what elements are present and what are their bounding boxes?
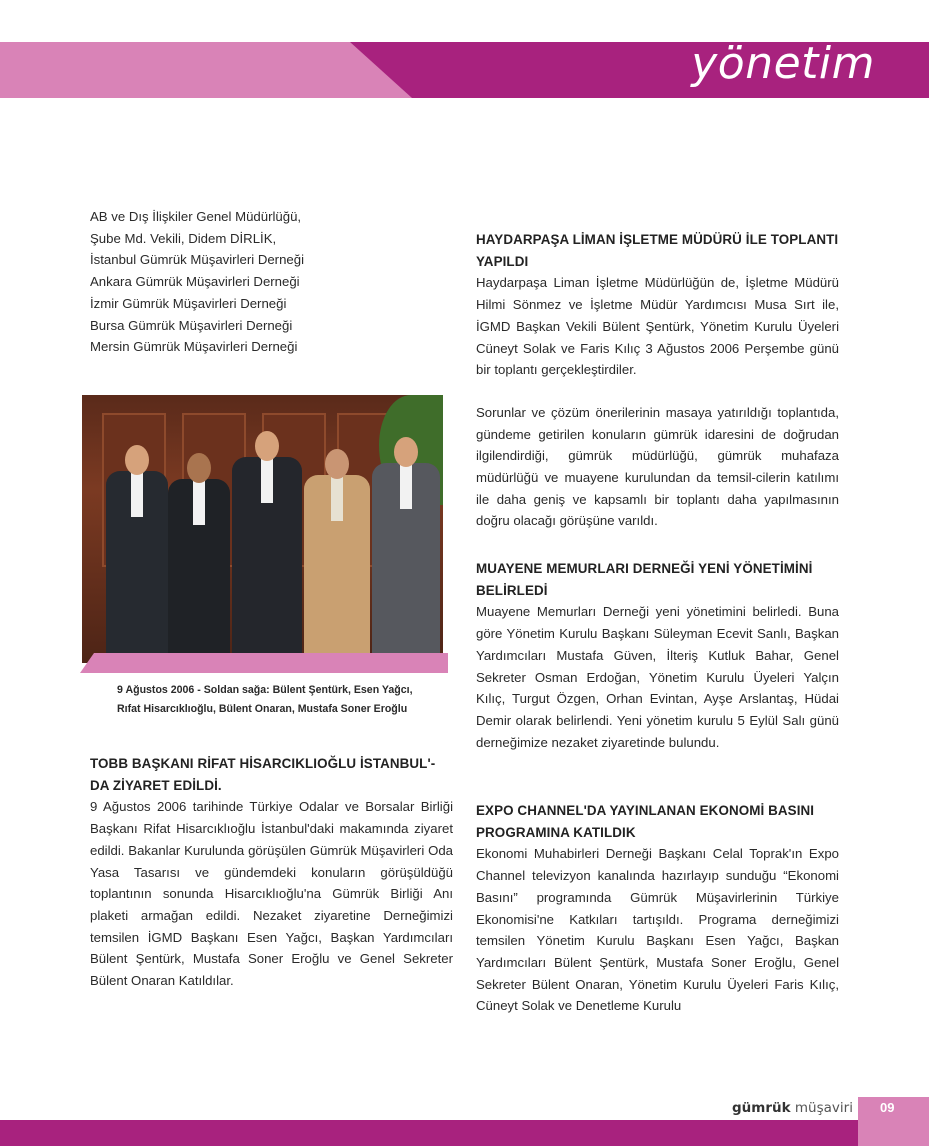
intro-line: İzmir Gümrük Müşavirleri Derneği — [90, 295, 287, 311]
footer-brand — [732, 1100, 853, 1116]
person — [372, 437, 440, 663]
person — [168, 453, 230, 663]
article-heading: EXPO CHANNEL'DA YAYINLANAN EKONOMİ BASINI PROGRAMINA KATILDIK — [476, 803, 815, 840]
person — [304, 449, 370, 663]
footer-band — [0, 1120, 929, 1146]
article-body: Muayene Memurları Derneği yeni yönetimini belirledi. Buna göre Yönetim Kurulu Başkanı Süleyman Ecevit Sanlı, Başkan Yardımcıları Mustafa Güven, İlteriş Kutluk Bahar, Genel Sekreter Osman Erdoğan, Yönetim Kurulu Üyeleri Yalçın Kılıç, Turgut Özgen, Orhan Evintan, Ayşe Arslantaş, Hüdai Demir olarak belirlendi. Yeni yönetim kurulu 5 Eylül Salı günü derneğimize nezaket ziyaretinde bulundu. — [476, 604, 839, 750]
article-body: 9 Ağustos 2006 tarihinde Türkiye Odalar ve Borsalar Birliği Başkanı Rifat Hisarcıklıoğlu İstanbul'daki makamında ziyaret edildi. Bakanlar Kurulunda görüşülen Gümrük Müşavirleri Oda Yasa Tasarısı ve gündemdeki konuların görüşüldüğü toplantının sonunda Hisarcıklıoğlu'na Gümrük Birliği Anı plaketi armağan edildi. Nezaket ziyaretine Derneğimizi temsilen İGMD Başkanı Esen Yağcı, Başkan Yardımcıları Bülent Şentürk, Mustafa Soner Eroğlu ve Genel Sekreter Bülent Onaran Katıldılar. — [90, 799, 453, 989]
caption-line: 9 Ağustos 2006 - Soldan sağa: Bülent Şentürk, Esen Yağcı, — [117, 684, 413, 696]
article-muayene — [476, 558, 839, 753]
article-body: Sorunlar ve çözüm önerilerinin masaya yatırıldığı toplantıda, gündeme getirilen konuların gümrük idaresini de doğrudan ilgilendirdiği, gümrük müdürlüğü, gümrük muhafaza müdürlüğü ve muayene kurulundan da temsil-cilerin katılımı ile daha geniş ve kapsamlı bir toplantı daha yapılmasının doğru olacağı görüşüne varıldı. — [476, 404, 839, 529]
intro-line: Şube Md. Vekili, Didem DİRLİK, — [90, 230, 277, 246]
photo-accent-bar — [80, 653, 448, 673]
article-haydarpasa — [476, 229, 839, 532]
article-heading: HAYDARPAŞA LİMAN İŞLETME MÜDÜRÜ İLE TOPLANTI YAPILDI — [476, 232, 839, 269]
brand-rest: müşaviri — [794, 1100, 853, 1116]
photo-caption — [117, 681, 427, 718]
article-expo — [476, 800, 839, 1017]
brand-bold: gümrük — [732, 1100, 791, 1116]
person — [106, 445, 168, 663]
article-heading: TOBB BAŞKANI RİFAT HİSARCIKLIOĞLU İSTANBUL'-DA ZİYARET EDİLDİ. — [90, 756, 436, 793]
intro-line: İstanbul Gümrük Müşavirleri Derneği — [90, 252, 305, 268]
article-heading: MUAYENE MEMURLARI DERNEĞİ YENİ YÖNETİMİNİ BELİRLEDİ — [476, 561, 813, 598]
article-tobb — [90, 753, 453, 992]
caption-line: Rıfat Hisarcıklıoğlu, Bülent Onaran, Mustafa Soner Eroğlu — [117, 702, 408, 715]
article-body: Ekonomi Muhabirleri Derneği Başkanı Celal Toprak'ın Expo Channel televizyon kanalında hazırlayıp sunduğu “Ekonomi Basını” programında Gümrük Müşavirlerinin Türkiye Ekonomisi'ne Katkıları tartışıldı. Programa derneğimizi temsilen Yönetim Kurulu Başkanı Esen Yağcı, Başkan Yardımcıları Bülent Şentürk, Mustafa Soner Eroğlu, Genel Sekreter Bülent Onaran, Yönetim Kurulu Üyeleri Faris Kılıç, Cüneyt Solak ve Denetleme Kurulu — [476, 846, 839, 1014]
group-photo — [82, 395, 443, 663]
intro-line: AB ve Dış İlişkiler Genel Müdürlüğü, — [90, 209, 302, 224]
person — [232, 431, 302, 663]
intro-line: Ankara Gümrük Müşavirleri Derneği — [90, 274, 300, 290]
intro-line: Bursa Gümrük Müşavirleri Derneği — [90, 317, 293, 333]
article-body: Haydarpaşa Liman İşletme Müdürlüğün de, İşletme Müdürü Hilmi Sönmez ve İşletme Müdür Yardımcısı Musa Sırt ile, İGMD Başkan Vekili Bülent Şentürk, Yönetim Kurulu Üyeleri Cüneyt Solak ve Faris Kılıç 3 Ağustos 2006 Perşembe günü bir toplantı gerçekleştirdiler. — [476, 275, 839, 378]
section-title: yönetim — [691, 38, 875, 89]
page-number: 09 — [880, 1100, 895, 1115]
intro-line: Mersin Gümrük Müşavirleri Derneği — [90, 339, 298, 355]
intro-list — [90, 206, 453, 358]
header-accent — [0, 42, 412, 98]
